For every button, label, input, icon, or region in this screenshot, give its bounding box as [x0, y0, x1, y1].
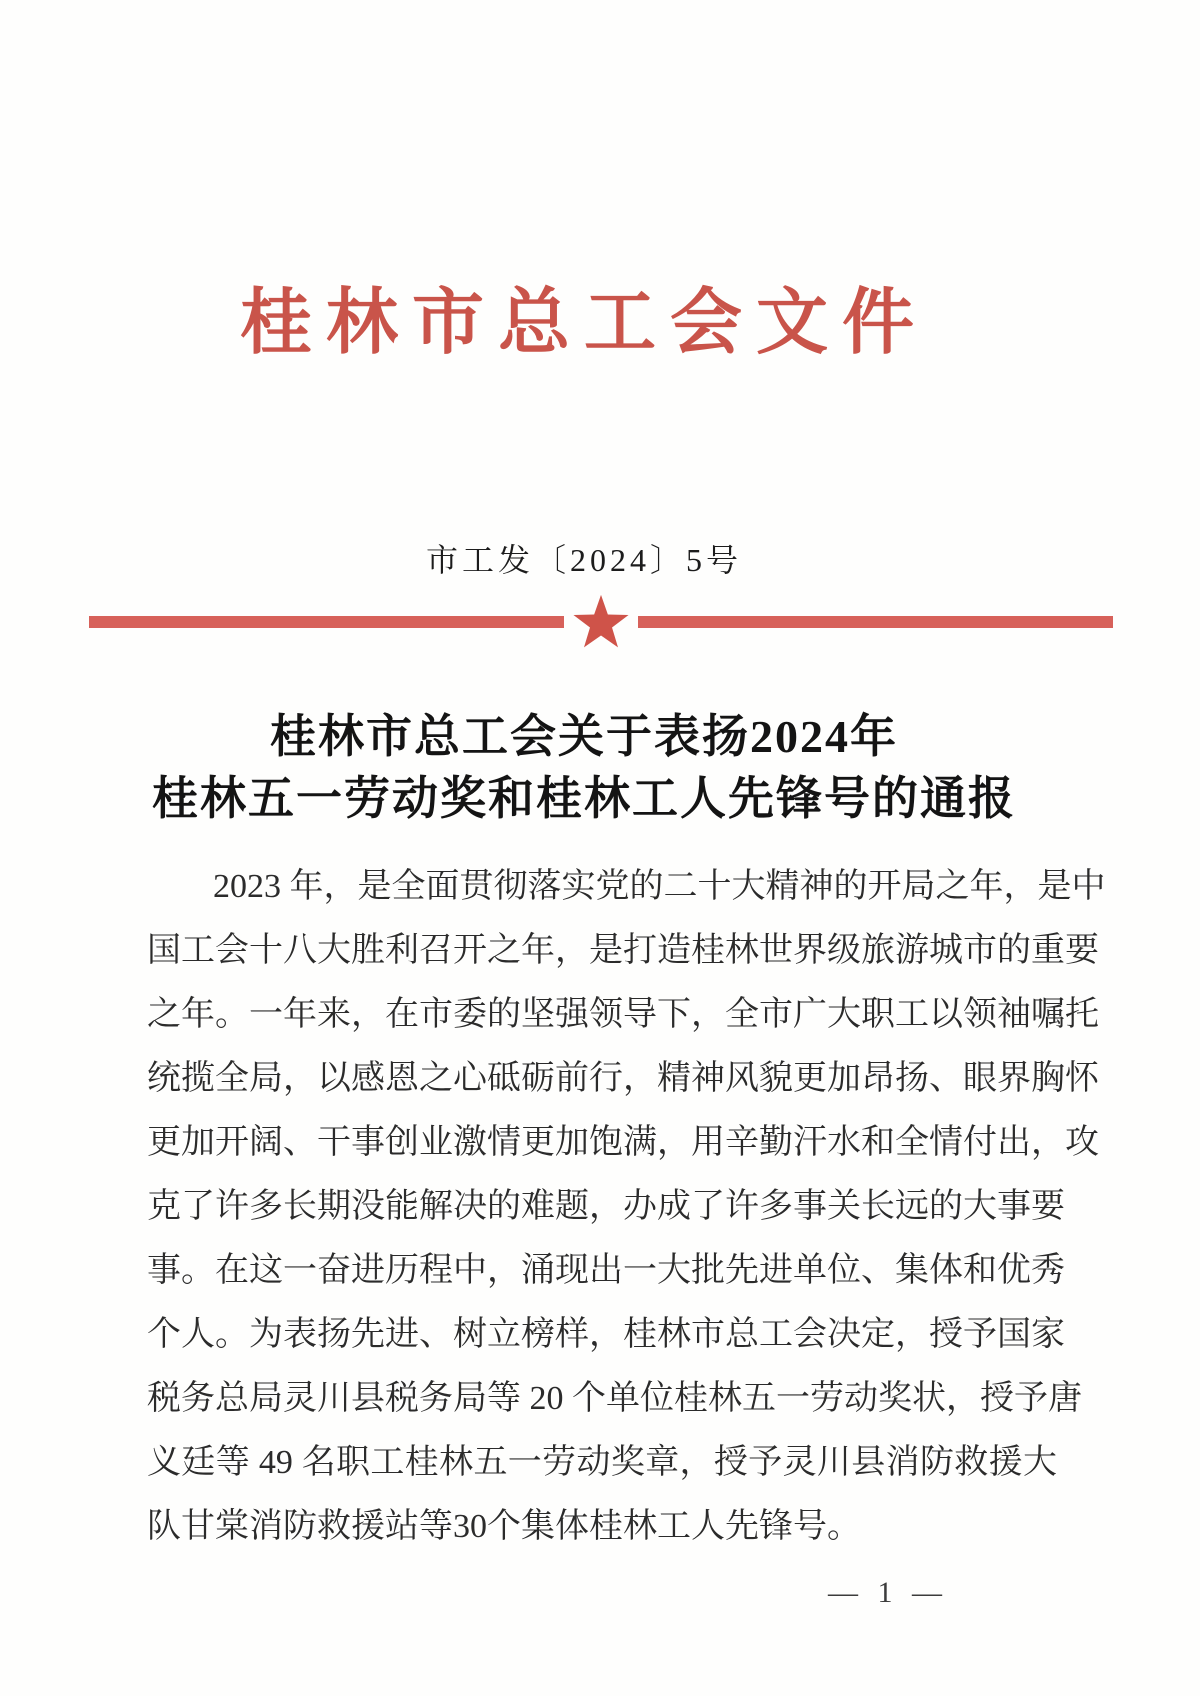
red-star-icon: [569, 593, 633, 651]
body-line: 之年。一年来，在市委的坚强领导下，全市广大职工以领袖嘱托: [147, 996, 1099, 1033]
body-line: 税务总局灵川县税务局等 20 个单位桂林五一劳动奖状，授予唐: [147, 1380, 1082, 1417]
body-line: 2023 年，是全面贯彻落实党的二十大精神的开局之年，是中: [213, 868, 1106, 905]
body-line: 事。在这一奋进历程中，涌现出一大批先进单位、集体和优秀: [147, 1252, 1065, 1289]
body-paragraph: [147, 855, 1106, 1559]
masthead-title: 桂林市总工会文件: [239, 283, 928, 363]
body-line: 国工会十八大胜利召开之年，是打造桂林世界级旅游城市的重要: [147, 932, 1099, 969]
red-rule-right-bar: [638, 616, 1113, 628]
page-number: — 1 —: [828, 1576, 948, 1609]
body-line: 更加开阔、干事创业激情更加饱满，用辛勤汗水和全情付出，攻: [147, 1124, 1099, 1161]
body-line: 统揽全局，以感恩之心砥砺前行，精神风貌更加昂扬、眼界胸怀: [147, 1060, 1099, 1097]
document-title-line-1: 桂林市总工会关于表扬2024年: [270, 711, 898, 762]
body-line: 个人。为表扬先进、树立榜样，桂林市总工会决定，授予国家: [147, 1316, 1065, 1353]
body-line: 义廷等 49 名职工桂林五一劳动奖章，授予灵川县消防救援大: [147, 1444, 1057, 1481]
document-title-line-2: 桂林五一劳动奖和桂林工人先锋号的通报: [152, 773, 1016, 824]
document-title: [0, 706, 1184, 830]
red-rule-left-bar: [89, 616, 564, 628]
red-rule: [89, 592, 1113, 652]
document-number: 市工发〔2024〕5号: [425, 542, 742, 578]
body-line: 队甘棠消防救援站等30个集体桂林工人先锋号。: [147, 1508, 861, 1545]
body-line: 克了许多长期没能解决的难题，办成了许多事关长远的大事要: [147, 1188, 1065, 1225]
